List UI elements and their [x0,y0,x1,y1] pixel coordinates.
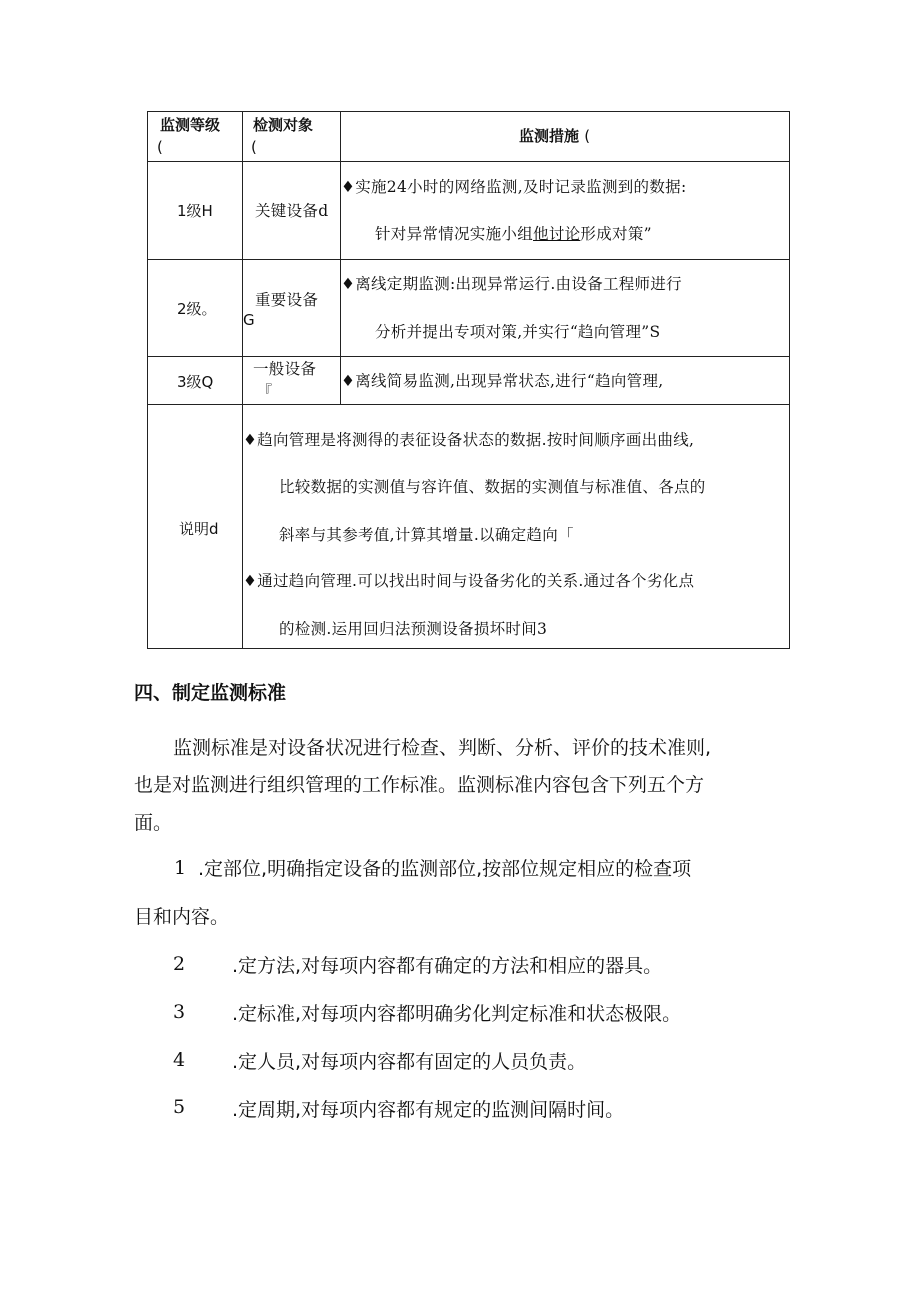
row1-measure-2: 针对异常情况实施小组他讨论形成对策” [375,225,652,243]
row2-measure-1: ♦离线定期监测:出现异常运行.由设备工程师进行 [341,275,682,293]
header-level-tail: ( [157,138,163,156]
table-border [147,259,790,260]
row3-measure-1: ♦离线简易监测,出现异常状态,进行“趋向管理, [341,372,664,390]
row4-level: 说明d [179,520,219,538]
monitoring-table [147,111,790,649]
row4-note-1: ♦趋向管理是将测得的表征设备状态的数据.按时间顺序画出曲线, [243,431,695,449]
row1-measure-1: ♦实施24小时的网络监测,及时记录监测到的数据: [341,178,687,196]
row4-note-2: 比较数据的实测值与容许值、数据的实测值与标准值、各点的 [279,478,706,496]
row2-target-tail: G [243,311,255,329]
item-number: 1 [174,857,187,879]
row4-note-3: 斜率与其参考值,计算其增量.以确定趋向「 [279,526,574,544]
item-text: .定人员,对每项内容都有固定的人员负责。 [232,1051,587,1073]
table-border [147,111,148,649]
header-target: 检测对象 [253,116,314,134]
row4-note-5: 的检测.运用回归法预测设备损坏时间3 [279,620,548,638]
header-measures: 监测措施 ( [519,127,591,145]
row2-measure-2: 分析并提出专项对策,并实行“趋向管理”S [375,323,661,341]
row2-level: 2级。 [177,300,217,318]
row3-target-tail: 『 [257,382,273,400]
row2-target: 重要设备 [255,291,319,309]
item-number: 4 [173,1049,186,1071]
table-border [340,111,341,404]
table-border [147,356,790,357]
item-text: .定标准,对每项内容都明确劣化判定标准和状态极限。 [232,1003,682,1025]
intro-line-2: 也是对监测进行组织管理的工作标准。监测标准内容包含下列五个方 [134,774,705,796]
table-border [147,161,790,162]
table-border [242,111,243,649]
item-text-cont: 目和内容。 [134,906,230,928]
table-border [789,111,790,649]
item-number: 5 [173,1096,186,1118]
row4-note-4: ♦通过趋向管理.可以找出时间与设备劣化的关系.通过各个劣化点 [243,572,695,590]
table-border [147,111,790,112]
intro-line-1: 监测标准是对设备状况进行检查、判断、分析、评价的技术准则, [173,737,712,759]
row3-level: 3级Q [177,373,214,391]
row1-target: 关键设备d [255,202,329,220]
table-border [147,404,790,405]
row1-level: 1级H [177,202,213,220]
item-number: 3 [173,1001,186,1023]
intro-line-3: 面。 [134,812,173,834]
item-text: .定方法,对每项内容都有确定的方法和相应的器具。 [232,955,663,977]
item-number: 2 [173,953,186,975]
header-target-tail: ( [251,138,257,156]
header-level: 监测等级 [160,116,221,134]
section-heading: 四、制定监测标准 [134,682,287,704]
item-text: .定周期,对每项内容都有规定的监测间隔时间。 [232,1099,625,1121]
table-border [147,648,790,649]
item-text: .定部位,明确指定设备的监测部位,按部位规定相应的检查项 [198,858,692,880]
row3-target: 一般设备 [253,360,317,378]
